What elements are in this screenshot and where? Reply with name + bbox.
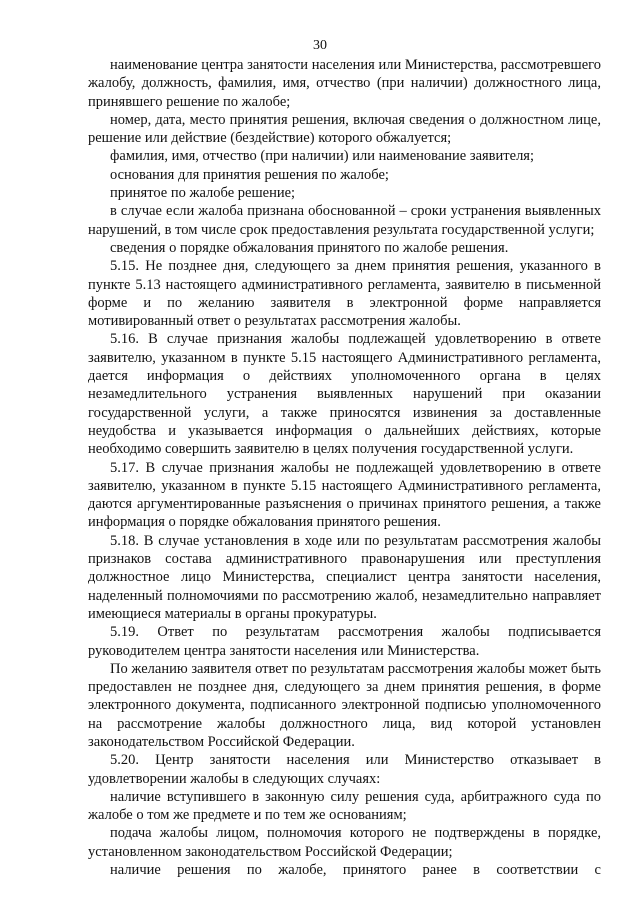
- page-number: 30: [313, 38, 327, 53]
- paragraph: наличие решения по жалобе, принятого ранее в соответствии с: [110, 862, 601, 879]
- paragraph: сведения о порядке обжалования принятого по жалобе решения.: [110, 239, 509, 256]
- paragraph: номер, дата, место принятия решения, включая сведения о должностном лице, решение или действие (бездействие) которого обжалуется;: [88, 111, 601, 147]
- document-body: [88, 56, 601, 879]
- paragraph: принятое по жалобе решение;: [110, 185, 296, 202]
- paragraph: 5.19. Ответ по результатам рассмотрения жалобы подписывается руководителем центра занятости населения или Министерства.: [88, 624, 601, 659]
- paragraph: 5.18. В случае установления в ходе или по результатам рассмотрения жалобы признаков состава административного правонарушения или преступления должностное лицо Министерства, специалист центра занятости населения, наделенный полномочиями по рассмотрению жалоб, незамедлительно направляет имеющиеся материалы в органы прокуратуры.: [88, 532, 601, 622]
- paragraph: 5.16. В случае признания жалобы подлежащей удовлетворению в ответе заявителю, указанном в пункте 5.15 настоящего Административного регламента, дается информация о действиях уполномоченного органа в целях незамедлительного устранения выявленных нарушений при оказании государственной услуги, а также приносятся извинения за доставленные неудобства и указывается информация о дальнейших действиях, которые необходимо совершить заявителю в целях получения государственной услуги.: [88, 331, 601, 458]
- paragraph: наименование центра занятости населения или Министерства, рассмотревшего жалобу, должность, фамилия, имя, отчество (при наличии) должностного лица, принявшего решение по жалобе;: [88, 57, 601, 110]
- paragraph: 5.17. В случае признания жалобы не подлежащей удовлетворению в ответе заявителю, указанном в пункте 5.15 настоящего Административного регламента, даются аргументированные разъяснения о причинах принятого решения, а также информация о порядке обжалования принятого решения.: [88, 459, 601, 531]
- paragraph: основания для принятия решения по жалобе;: [110, 166, 389, 183]
- paragraph: фамилия, имя, отчество (при наличии) или наименование заявителя;: [110, 148, 534, 165]
- paragraph: в случае если жалоба признана обоснованной – сроки устранения выявленных нарушений, в том числе срок предоставления результата государственной услуги;: [88, 203, 601, 238]
- paragraph: По желанию заявителя ответ по результатам рассмотрения жалобы может быть предоставлен не позднее дня, следующего за днем принятия решения, в форме электронного документа, подписанного электронной подписью уполномоченного на рассмотрение жалобы должностного лица, вид которой установлен законодательством Российской Федерации.: [88, 660, 601, 750]
- paragraph: подача жалобы лицом, полномочия которого не подтверждены в порядке, установленном законодательством Российской Федерации;: [88, 825, 601, 860]
- paragraph: 5.20. Центр занятости населения или Министерство отказывает в удовлетворении жалобы в следующих случаях:: [88, 752, 601, 787]
- paragraph: 5.15. Не позднее дня, следующего за днем принятия решения, указанного в пункте 5.13 настоящего административного регламента, заявителю в письменной форме и по желанию заявителя в электронной форме направляется мотивированный ответ о результатах рассмотрения жалобы.: [88, 258, 601, 330]
- paragraph: наличие вступившего в законную силу решения суда, арбитражного суда по жалобе о том же предмете и по тем же основаниям;: [88, 788, 601, 824]
